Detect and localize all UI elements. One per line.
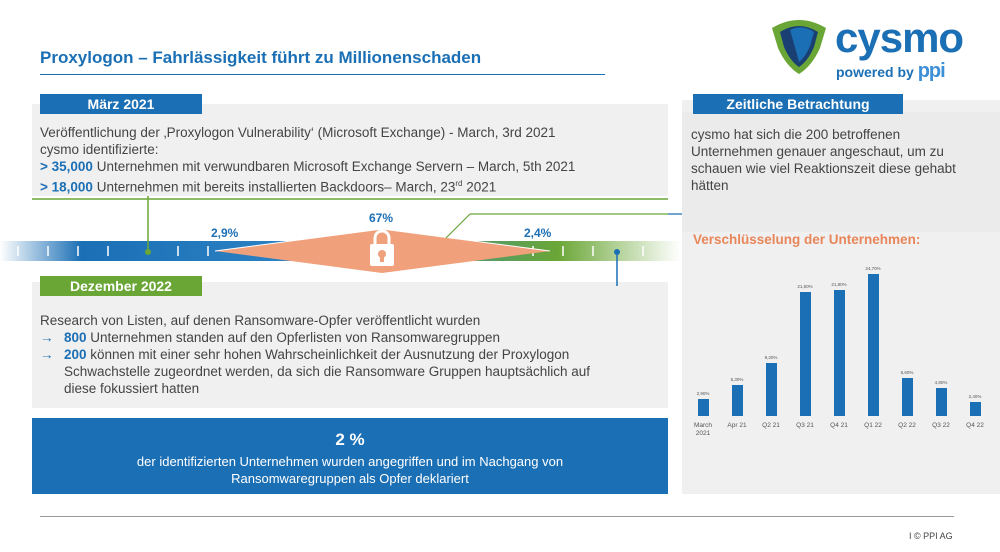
march-count-18000: > 18,000 xyxy=(40,179,93,195)
december-text xyxy=(40,312,640,397)
march-line-4-text: Unternehmen mit bereits installierten Backdoors– March, 23 xyxy=(92,179,456,195)
percent-right: 2,4% xyxy=(524,226,552,240)
title-underline xyxy=(40,74,605,75)
encryption-bar-chart xyxy=(686,252,992,442)
count-800: 800 xyxy=(64,330,87,345)
march-marker xyxy=(145,249,151,255)
x-tick-label-5: Q1 22 xyxy=(864,422,882,429)
x-tick-label-2: Q2 21 xyxy=(762,422,780,429)
bar-value-label-0: 2,90% xyxy=(696,391,710,397)
bar-5 xyxy=(868,274,879,417)
banner-percent: 2 % xyxy=(335,430,365,449)
result-banner xyxy=(32,418,668,494)
bar-6 xyxy=(902,378,913,416)
zeit-text: cysmo hat sich die 200 betroffenen Unternehmen genauer angeschaut, um zu schauen wie viel Reaktionszeit diese gehabt hätten xyxy=(691,127,956,193)
count-200: 200 xyxy=(64,347,87,362)
x-tick-label-6: Q2 22 xyxy=(898,422,916,429)
december-badge: Dezember 2022 xyxy=(40,276,202,296)
x-tick-label-1: Apr 21 xyxy=(727,422,747,429)
march-line-3-text: Unternehmen mit verwundbaren Microsoft Exchange Servern – March, 5th 2021 xyxy=(92,159,576,174)
x-tick-label-3: Q3 21 xyxy=(796,422,814,429)
march-line-2: cysmo identifizierte: xyxy=(40,142,159,157)
bar-1 xyxy=(732,385,743,416)
logo-text: cysmo xyxy=(835,14,964,61)
december-item-1-text: Unternehmen standen auf den Opferlisten von Ransomwaregruppen xyxy=(86,330,501,345)
x-tick-label-4: Q4 21 xyxy=(830,422,848,429)
bar-7 xyxy=(936,388,947,416)
page-title: Proxylogon – Fahrlässigkeit führt zu Millionenschaden xyxy=(40,48,482,67)
chart-title: Verschlüsselung der Unternehmen: xyxy=(693,232,921,247)
december-marker xyxy=(614,249,620,255)
december-item-2-text: können mit einer sehr hohen Wahrscheinlichkeit der Ausnutzung der Proxylogon Schwachstelle zugeordnet werden, da sich die Ransomware Gruppen hauptsächlich auf diese fokussiert hatten xyxy=(64,347,591,396)
bar-2 xyxy=(766,363,777,416)
logo-subline xyxy=(836,60,945,83)
bar-value-label-3: 21,50% xyxy=(797,283,813,289)
percent-center: 67% xyxy=(369,211,394,225)
bar-8 xyxy=(970,402,981,416)
x-tick-label-8: Q4 22 xyxy=(966,422,984,429)
december-line-1: Research von Listen, auf denen Ransomware-Opfer veröffentlicht wurden xyxy=(40,313,481,328)
logo-sub-brand: ppi xyxy=(917,60,945,82)
march-text xyxy=(40,124,665,196)
bar-value-label-2: 9,20% xyxy=(764,354,778,360)
bar-4 xyxy=(834,290,845,416)
march-line-3 xyxy=(40,158,665,175)
zeit-badge: Zeitliche Betrachtung xyxy=(693,94,903,114)
bar-3 xyxy=(800,292,811,416)
bar-0 xyxy=(698,399,709,416)
march-count-35000: > 35,000 xyxy=(40,159,93,174)
march-line-4 xyxy=(40,175,665,196)
footer-divider xyxy=(40,516,954,517)
bar-value-label-5: 24,70% xyxy=(865,265,881,271)
december-item-2 xyxy=(40,346,640,397)
banner-line-2: Ransomwaregruppen als Opfer deklariert xyxy=(231,471,469,486)
banner-line-1: der identifizierten Unternehmen wurden angegriffen und im Nachgang von xyxy=(136,454,564,469)
percent-left: 2,9% xyxy=(211,226,239,240)
march-line-1: Veröffentlichung der ‚Proxylogon Vulnerability‘ (Microsoft Exchange) - March, 3rd 2021 xyxy=(40,125,556,140)
march-line-4-sup: rd xyxy=(455,179,463,188)
arrow-icon: → xyxy=(40,347,54,362)
cysmo-shield-icon xyxy=(768,14,830,76)
bar-value-label-1: 5,30% xyxy=(730,377,744,383)
december-item-1 xyxy=(40,329,640,346)
bar-value-label-8: 2,40% xyxy=(968,394,982,400)
march-badge: März 2021 xyxy=(40,94,202,114)
bar-value-label-6: 6,60% xyxy=(900,369,914,375)
x-tick-label-7: Q3 22 xyxy=(932,422,950,429)
logo-sub-text: powered by xyxy=(836,64,914,80)
arrow-icon: → xyxy=(40,330,54,345)
footer-copyright: I © PPI AG xyxy=(909,531,953,541)
timeline-graphic xyxy=(0,196,690,286)
bar-value-label-7: 4,80% xyxy=(934,380,948,386)
march-line-4-end: 2021 xyxy=(462,179,497,195)
x-tick-label-0: March 2021 xyxy=(693,422,713,437)
bar-value-label-4: 21,80% xyxy=(831,282,847,288)
